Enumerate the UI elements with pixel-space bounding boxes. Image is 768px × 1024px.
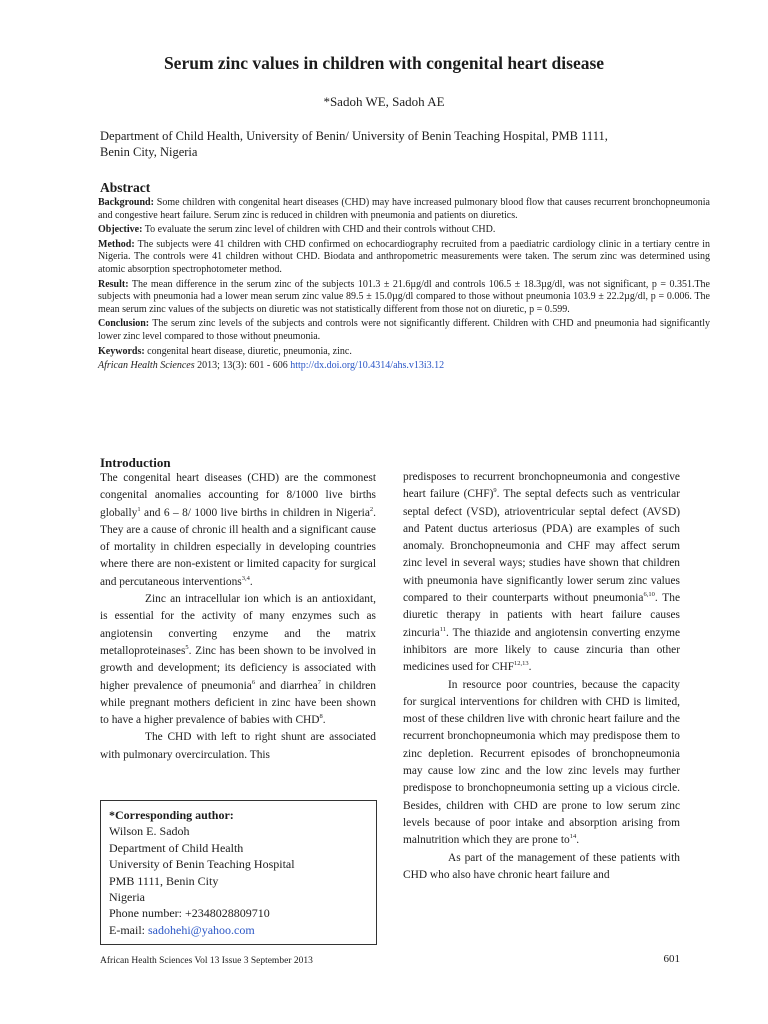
text-run: . [322,714,326,727]
abstract-body [98,197,710,375]
author-email-row [109,922,368,938]
text-run: . The thiazide and angiotensin converting enzyme inhibitors are more likely to cause zincuria than other medicines used for CHF [403,626,680,674]
method-label: Method: [98,238,135,250]
intro-paragraph-5 [403,677,680,850]
author-hospital: University of Benin Teaching Hospital [109,857,295,872]
keywords-label: Keywords: [98,345,145,357]
citation-ref: 6,10 [643,591,655,599]
citation-ref: 14 [569,833,577,841]
method-text: The subjects were 41 children with CHD confirmed on echocardiography recruited from a paediatric cardiology clinic in a tertiary centre in Nigeria. The controls were 41 children without CHD. Biodata and anthropometric measurements were taken. The serum zinc was determined using atomic absorption spectrophotometer method. [98,238,710,275]
citation-ref: 3,4 [241,574,250,582]
text-run: In resource poor countries, because the capacity for surgical interventions for children with CHD is limited, most of these children live with chronic heart failure and the recurrent bronchopneumonia which may predispose them to zinc depletion. Recurrent episodes of bronchopneumonia may cause low zinc and the low zinc levels may further predispose to bronchopneumonia setting up a vicious circle. Besides, children with CHD are prone to low serum zinc levels because of poor intake and absorption arising from malnutrition which they are prone to [403,678,680,847]
objective-label: Objective: [98,224,143,236]
citation-ref: 12,13 [514,660,529,668]
intro-paragraph-4 [403,469,680,677]
abstract-citation [98,360,710,373]
intro-paragraph-1 [100,470,376,591]
corresponding-author-box [100,800,377,945]
result-label: Result: [98,278,129,290]
text-run: The congenital heart diseases (CHD) are the commonest congenital anomalies accounting for 8/1000 live births globally [100,472,376,519]
intro-paragraph-2 [100,591,376,729]
author-name: Wilson E. Sadoh [109,824,190,839]
doi-link[interactable]: http://dx.doi.org/10.4314/ahs.v13i3.12 [290,360,445,372]
intro-paragraph-3: The CHD with left to right shunt are associated with pulmonary overcirculation. This [100,731,376,761]
conclusion-text: The serum zinc levels of the subjects and controls were not significantly different. Children with CHD and pneumonia had significantly lower zinc level compared to those without pneumonia. [98,318,710,342]
citation-ref: 9 [493,487,497,495]
column-left [100,470,376,764]
citation-ref: 11 [439,625,446,633]
background-text: Some children with congenital heart diseases (CHD) may have increased pulmonary blood flow that causes recurrent bronchopneumonia and congestive heart failure. Serum zinc is reduced in children with pneumonia and patients on diuretics. [98,197,710,221]
abstract-heading: Abstract [100,180,151,195]
abstract-result [98,279,710,317]
author-country: Nigeria [109,890,145,905]
author-phone: Phone number: +2348028809710 [109,906,270,921]
author-department: Department of Child Health [109,840,244,855]
text-run: and 6 – 8/ 1000 live births in children in Nigeria [140,506,370,519]
citation-ref: 2 [369,505,374,513]
citation-ref: 6 [251,678,256,686]
conclusion-label: Conclusion: [98,318,150,330]
text-run: . The diuretic therapy in patients with heart failure causes zincuria [403,592,680,639]
abstract-objective [98,224,710,237]
text-run: . [249,575,253,588]
result-text: The mean difference in the serum zinc of the subjects 101.3 ± 21.6µg/dl and controls 106.5 ± 18.3µg/dl, was not significant, p = 0.351.The subjects with pneumonia had a lower mean serum zinc value 89.5 ± 15.0µg/dl compared to those without pneumonia 103.9 ± 22.2µg/dl, p = 0.006. The mean serum zinc values of the subjects on diuretic was not statistically different from those not on diuretic, p = 0.599. [98,278,710,315]
abstract-keywords [98,346,710,359]
text-run: . [528,661,532,674]
affiliation [100,128,680,160]
text-run: predisposes to recurrent bronchopneumonia and congestive heart failure (CHF) [403,471,680,501]
column-right [403,469,680,884]
author-pmb: PMB 1111, Benin City [109,873,219,888]
abstract-background [98,197,710,222]
text-run: . The septal defects such as ventricular septal defect (VSD), atrioventricular septal defect (AVSD) and Patent ductus arteriosus (PDA) are examples of such anomaly. Bronchopneumonia and CHF may affect serum zinc level in several ways; studies have shown that children with pneumonia have significantly lower serum zinc values compared to their counterparts without pneumonia [403,488,680,605]
text-run: and diarrhea [255,679,318,692]
affiliation-line-1: Department of Child Health, University of Benin/ University of Benin Teaching Hospital, PMB 1111, [100,129,608,143]
citation-ref: 7 [317,678,321,686]
background-label: Background: [98,197,154,208]
citation-ref: 1 [137,505,141,513]
citation-details: 2013; 13(3): 601 - 606 [194,360,291,372]
intro-paragraph-6: As part of the management of these patients with CHD who also have chronic heart failure and [403,851,680,881]
abstract-conclusion [98,318,710,343]
email-link[interactable]: sadohehi@yahoo.com [148,922,255,937]
citation-ref: 8 [319,713,323,721]
text-run: Zinc an intracellular ion which is an antioxidant, is essential for the activity of many enzymes such as angiotensin converting enzyme and the matrix metalloproteinases [100,593,376,657]
text-run: . [576,834,580,847]
keywords-text: congenital heart disease, diuretic, pneumonia, zinc. [144,345,352,357]
affiliation-line-2: Benin City, Nigeria [100,145,198,159]
corresponding-author-label: *Corresponding author: [109,808,234,822]
citation-journal: African Health Sciences [98,360,195,372]
footer-journal-info: African Health Sciences Vol 13 Issue 3 September 2013 [100,956,313,966]
text-run: in children while pregnant mothers deficient in zinc have been shown to have a higher prevalence of babies with CHD [100,679,376,727]
text-run: . Zinc has been shown to be involved in growth and development; its deficiency is associated with higher prevalence of pneumonia [100,644,376,692]
email-label: E-mail: [109,922,148,937]
introduction-heading: Introduction [100,455,171,470]
citation-ref: 5 [185,644,189,652]
abstract-method [98,239,710,277]
objective-text: To evaluate the serum zinc level of children with CHD and their controls without CHD. [142,224,496,236]
article-authors: *Sadoh WE, Sadoh AE [323,94,445,109]
text-run: . They are a cause of chronic ill health and a significant cause of mortality in children especially in developing countries where there are non-existent or limited capacity for surgical and percutaneous interventions [100,506,376,588]
page-number: 601 [663,953,680,965]
article-title: Serum zinc values in children with congenital heart disease [163,53,605,73]
